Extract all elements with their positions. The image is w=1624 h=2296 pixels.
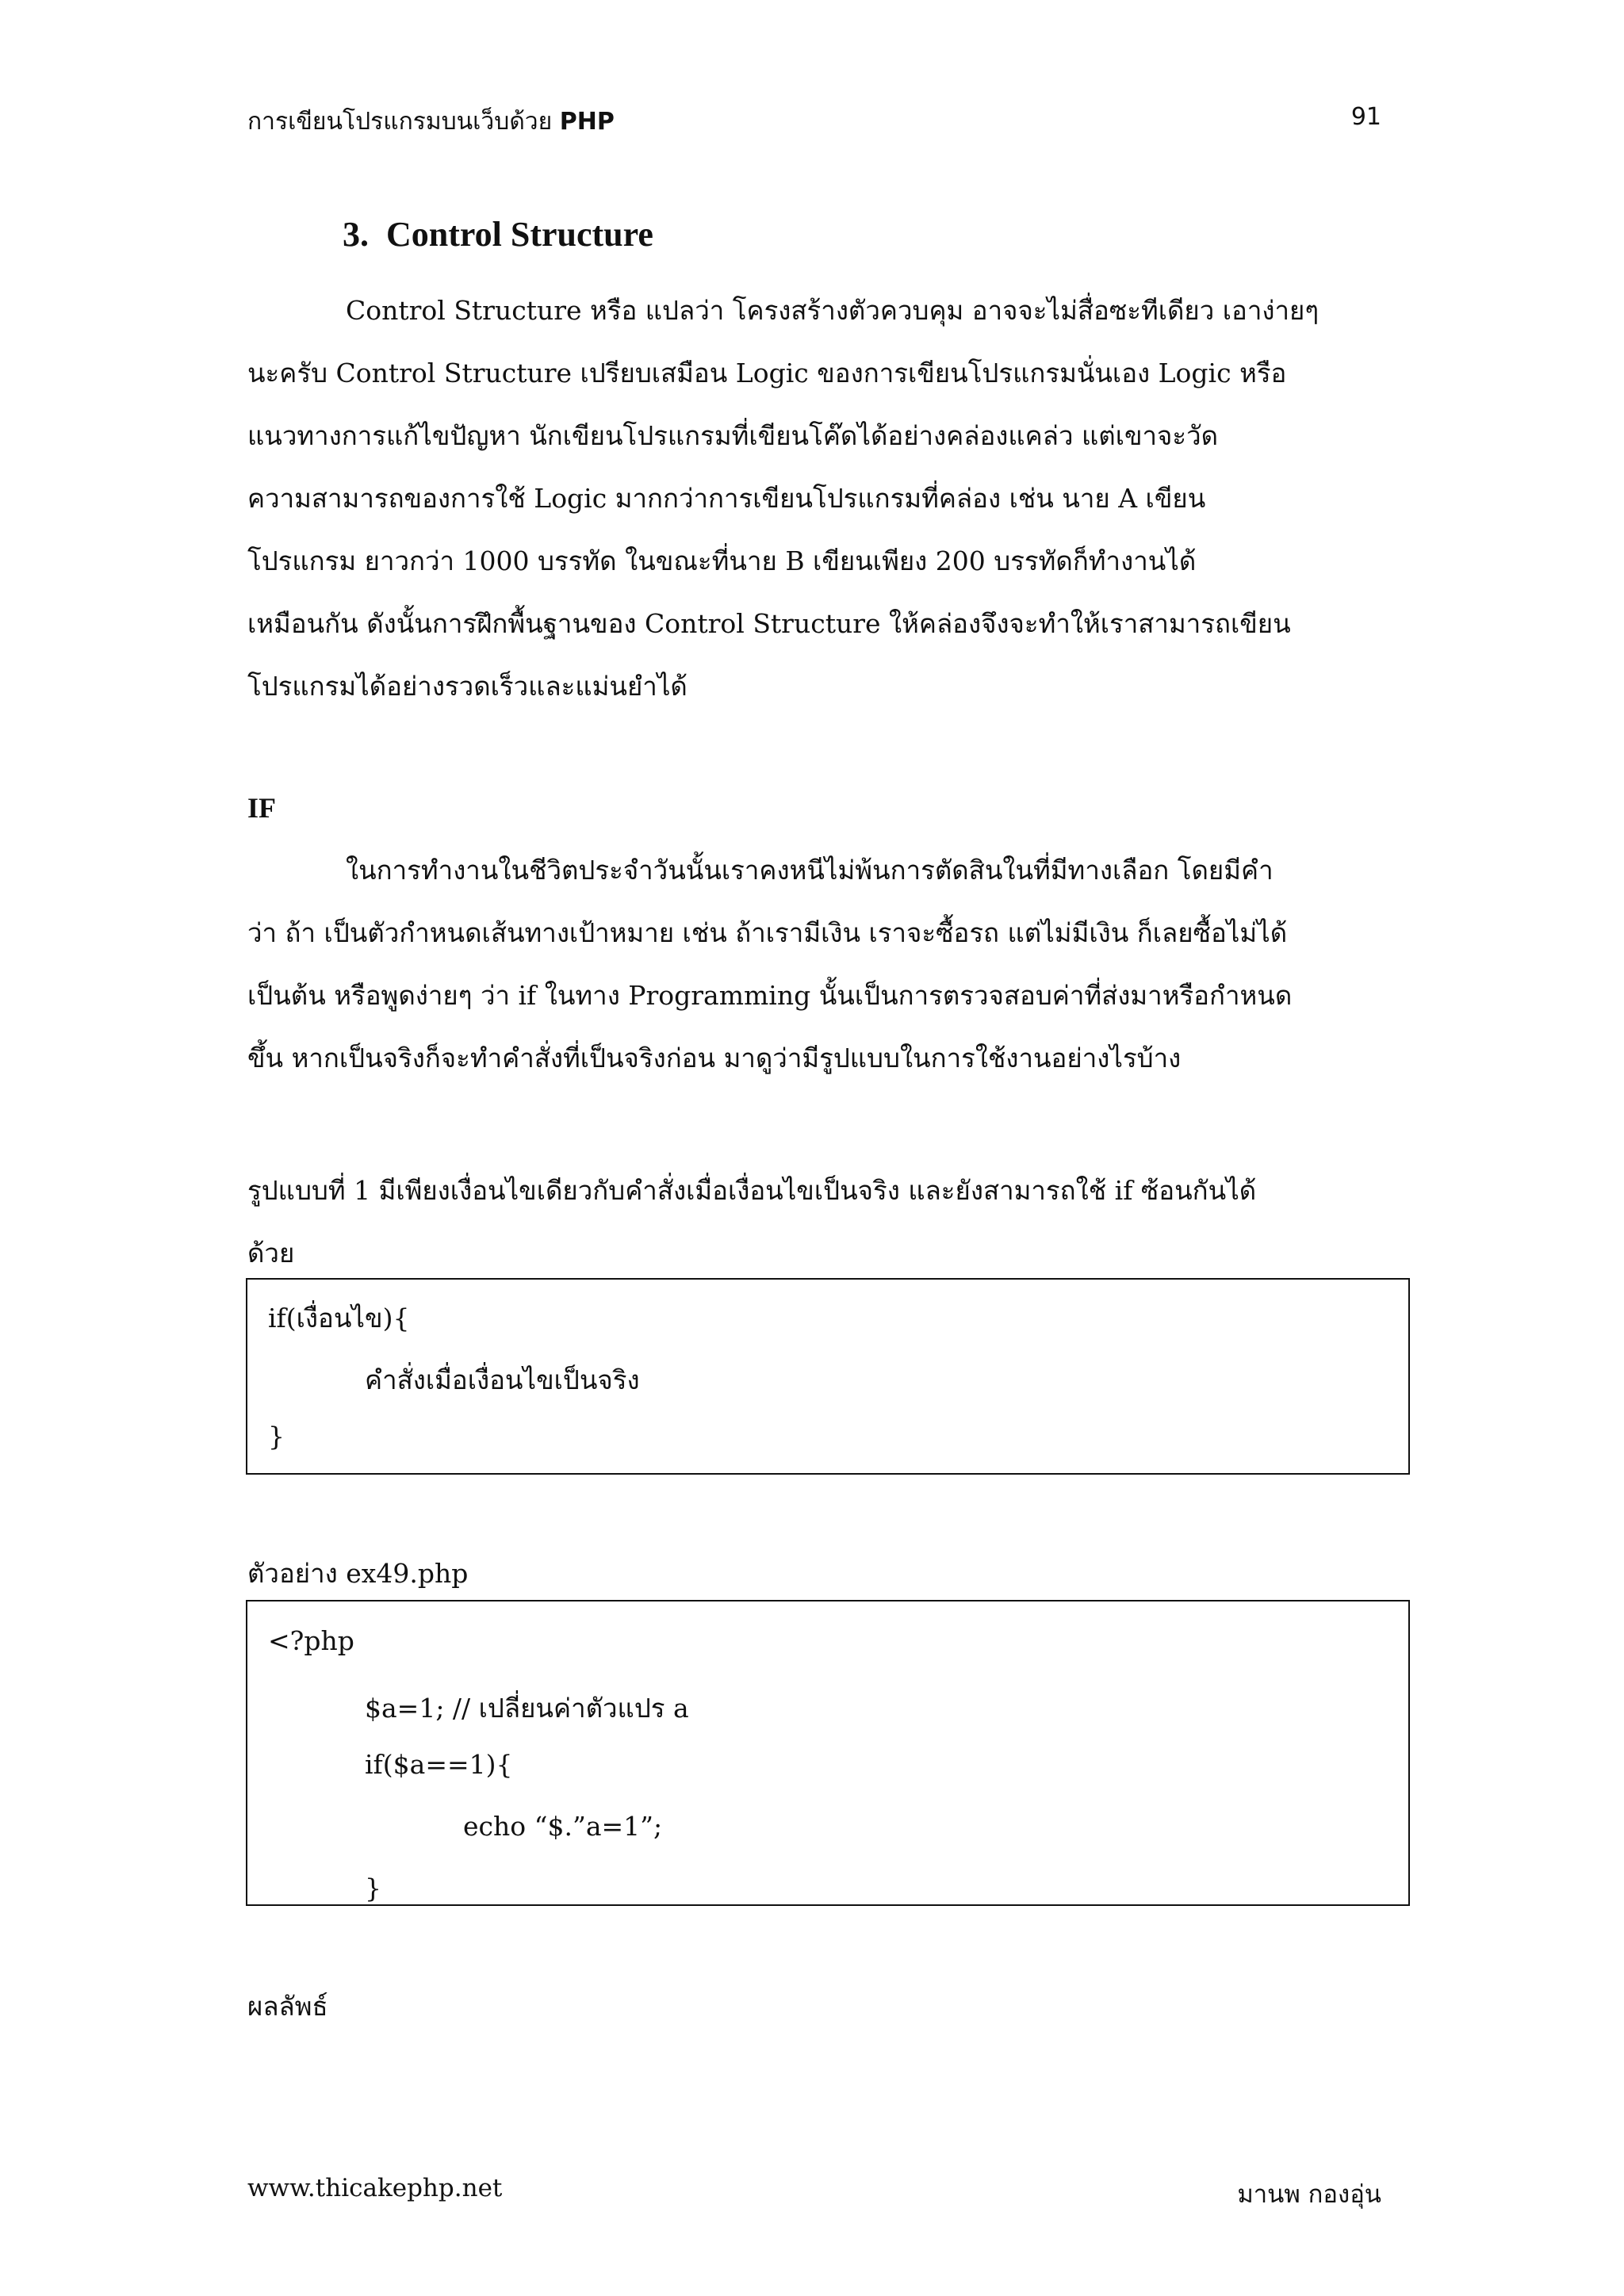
paragraph-line: แนวทางการแก้ไขปัญหา นักเขียนโปรแกรมที่เขียนโค๊ดได้อย่างคล่องแคล่ว แต่เขาจะวัด (247, 420, 1219, 451)
paragraph-line: โปรแกรมได้อย่างรวดเร็วและแม่นยำได้ (247, 671, 688, 702)
paragraph-line: โปรแกรม ยาวกว่า 1000 บรรทัด ในขณะที่นาย B เขียนเพียง 200 บรรทัดก็ทำงานได้ (247, 545, 1197, 576)
section-heading (343, 214, 653, 254)
code-line: คำสั่งเมื่อเงื่อนไขเป็นจริง (365, 1364, 640, 1395)
paragraph-line: เหมือนกัน ดังนั้นการฝึกพื้นฐานของ Control Structure ให้คล่องจึงจะทำให้เราสามารถเขียน (247, 608, 1291, 639)
intro-paragraph (247, 279, 1381, 718)
paragraph-line: นะครับ Control Structure เปรียบเสมือน Logic ของการเขียนโปรแกรมนั่นเอง Logic หรือ (247, 358, 1287, 388)
example-code-box (246, 1600, 1410, 1906)
paragraph-line: ด้วย (247, 1238, 295, 1269)
book-title: การเขียนโปรแกรมบนเว็บด้วย PHP (247, 108, 615, 136)
page-number: 91 (1350, 103, 1381, 131)
section-number: 3. (343, 215, 369, 254)
paragraph-line: Control Structure หรือ แปลว่า โครงสร้างตัวควบคุม อาจจะไม่สื่อซะทีเดียว เอาง่ายๆ (346, 295, 1320, 326)
code-line: } (365, 1873, 381, 1904)
code-line: } (268, 1421, 285, 1452)
book-title-php: PHP (559, 108, 615, 136)
footer-url: www.thicakephp.net (247, 2174, 503, 2202)
code-line: if(เงื่อนไข){ (268, 1303, 410, 1334)
footer-author: มานพ กองอุ่น (1237, 2180, 1381, 2209)
code-line: if($a==1){ (365, 1749, 513, 1780)
code-line: $a=1; // เปลี่ยนค่าตัวแปร a (365, 1693, 689, 1724)
paragraph-line: ว่า ถ้า เป็นตัวกำหนดเส้นทางเป้าหมาย เช่น ถ้าเรามีเงิน เราจะซื้อรถ แต่ไม่มีเงิน ก็เลยซื้อไม่ได้ (247, 917, 1288, 948)
running-header (247, 103, 1381, 143)
format1-description (247, 1159, 1381, 1284)
code-line: <?php (268, 1625, 354, 1656)
result-label: ผลลัพธ์ (247, 1991, 328, 2022)
paragraph-line: รูปแบบที่ 1 มีเพียงเงื่อนไขเดียวกับคำสั่งเมื่อเงื่อนไขเป็นจริง และยังสามารถใช้ if ซ้อนกันได้ (247, 1175, 1257, 1206)
syntax-box (246, 1278, 1410, 1475)
if-heading: IF (247, 792, 276, 824)
if-paragraph (247, 839, 1381, 1089)
paragraph-line: ในการทำงานในชีวิตประจำวันนั้นเราคงหนีไม่พ้นการตัดสินในที่มีทางเลือก โดยมีคำ (346, 855, 1274, 886)
paragraph-line: เป็นต้น หรือพูดง่ายๆ ว่า if ในทาง Programming นั้นเป็นการตรวจสอบค่าที่ส่งมาหรือกำหนด (247, 980, 1293, 1011)
paragraph-line: ขึ้น หากเป็นจริงก็จะทำคำสั่งที่เป็นจริงก่อน มาดูว่ามีรูปแบบในการใช้งานอย่างไรบ้าง (247, 1043, 1182, 1073)
code-line: echo “$.”a=1”; (463, 1811, 663, 1842)
example-label: ตัวอย่าง ex49.php (247, 1558, 469, 1589)
section-title: Control Structure (386, 215, 653, 254)
paragraph-line: ความสามารถของการใช้ Logic มากกว่าการเขียนโปรแกรมที่คล่อง เช่น นาย A เขียน (247, 483, 1206, 514)
